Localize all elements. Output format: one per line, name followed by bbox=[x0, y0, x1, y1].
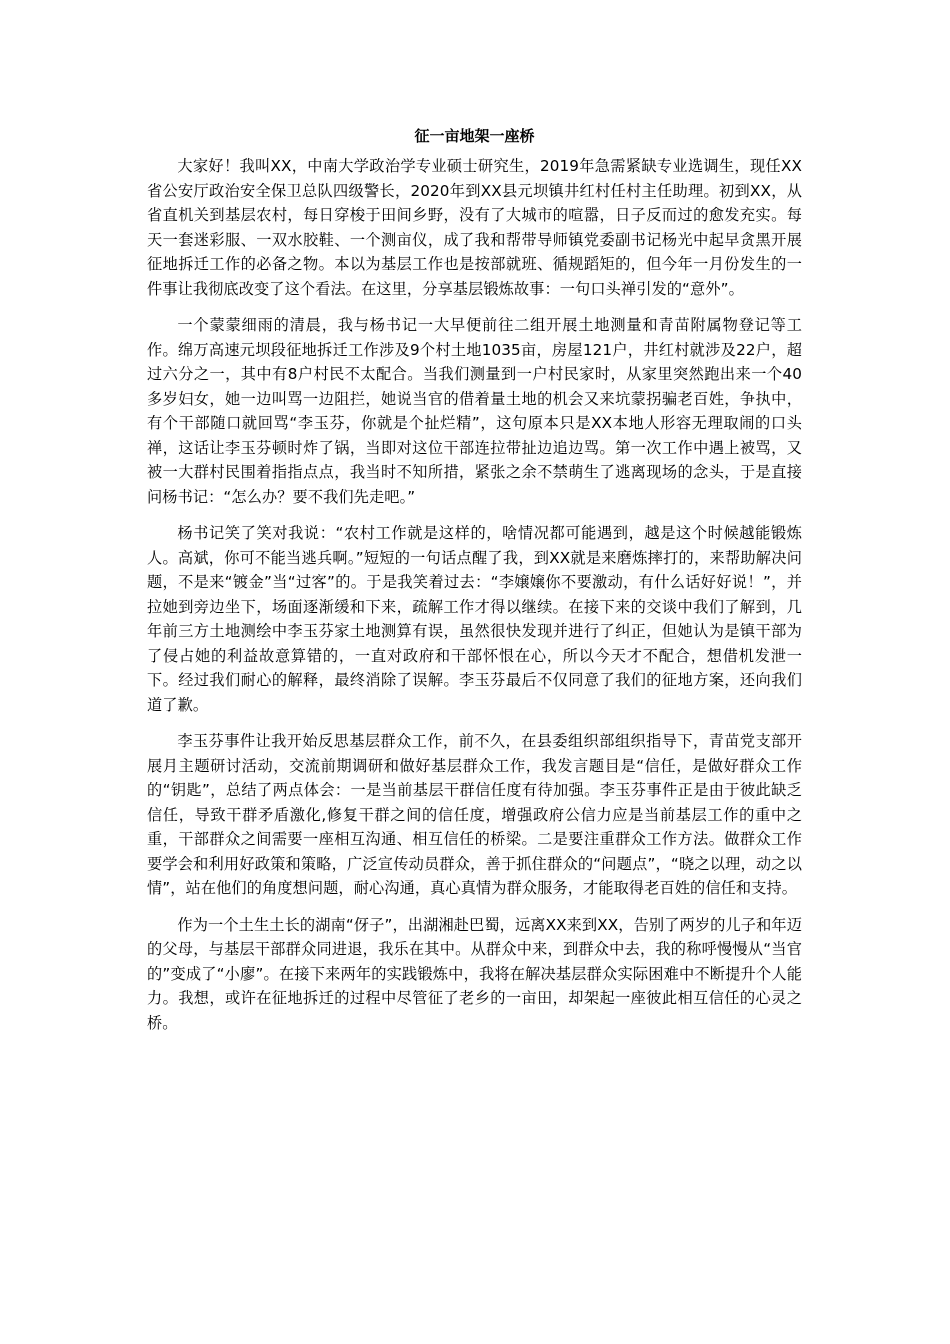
paragraph-3: 杨书记笑了笑对我说：“农村工作就是这样的，啥情况都可能遇到，越是这个时候越能锻炼人。高斌，你可不能当逃兵啊。”短短的一句话点醒了我，到XX就是来磨炼摔打的，来帮助解决问题，不是来“镀金”当“过客”的。于是我笑着过去：“李嬢嬢你不要激动，有什么话好好说！”，并拉她到旁边坐下，场面逐渐缓和下来，疏解工作才得以继续。在接下来的交谈中我们了解到，几年前三方土地测绘中李玉芬家土地测算有误，虽然很快发现并进行了纠正，但她认为是镇干部为了侵占她的利益故意算错的，一直对政府和干部怀恨在心，所以今天才不配合，想借机发泄一下。经过我们耐心的解释，最终消除了误解。李玉芬最后不仅同意了我们的征地方案，还向我们道了歉。 bbox=[147, 524, 802, 714]
paragraph-5: 作为一个土生土长的湖南“伢子”，出湖湘赴巴蜀，远离XX来到XX，告别了两岁的儿子和年迈的父母，与基层干部群众同进退，我乐在其中。从群众中来，到群众中去，我的称呼慢慢从“当官的”变成了“小廖”。在接下来两年的实践锻炼中，我将在解决基层群众实际困难中不断提升个人能力。我想，或许在征地拆迁的过程中尽管征了老乡的一亩田，却架起一座彼此相互信任的心灵之桥。 bbox=[147, 915, 802, 1032]
document-page bbox=[147, 122, 802, 1047]
paragraph-2: 一个蒙蒙细雨的清晨，我与杨书记一大早便前往二组开展土地测量和青苗附属物登记等工作。绵万高速元坝段征地拆迁工作涉及9个村土地1035亩，房屋121户，井红村就涉及22户，超过六分之一，其中有8户村民不太配合。当我们测量到一户村民家时，从家里突然跑出来一个40多岁妇女，她一边叫骂一边阻拦，她说当官的借着量土地的机会又来坑蒙拐骗老百姓，争执中，有个干部随口就回骂“李玉芬，你就是个扯烂精”，这句原本只是XX本地人形容无理取闹的口头禅，这话让李玉芬顿时炸了锅，当即对这位干部连拉带扯边追边骂。第一次工作中遇上被骂，又被一大群村民围着指指点点，我当时不知所措，紧张之余不禁萌生了逃离现场的念头，于是直接问杨书记：“怎么办？要不我们先走吧。” bbox=[147, 316, 802, 506]
document-title: 征一亩地架一座桥 bbox=[414, 127, 535, 145]
paragraph-4: 李玉芬事件让我开始反思基层群众工作，前不久，在县委组织部组织指导下，青苗党支部开展月主题研讨活动，交流前期调研和做好基层群众工作，我发言题目是“信任，是做好群众工作的“钥匙”，总结了两点体会：一是当前基层干群信任度有待加强。李玉芬事件正是由于彼此缺乏信任，导致干群矛盾激化,修复干群之间的信任度，增强政府公信力应是当前基层工作的重中之重，干部群众之间需要一座相互沟通、相互信任的桥梁。二是要注重群众工作方法。做群众工作要学会和利用好政策和策略，广泛宣传动员群众，善于抓住群众的“问题点”，“晓之以理，动之以情”，站在他们的角度想问题，耐心沟通，真心真情为群众服务，才能取得老百姓的信任和支持。 bbox=[147, 732, 802, 897]
paragraph-1: 大家好！我叫XX，中南大学政治学专业硕士研究生，2019年急需紧缺专业选调生，现任XX省公安厅政治安全保卫总队四级警长，2020年到XX县元坝镇井红村任村主任助理。初到XX，从省直机关到基层农村，每日穿梭于田间乡野，没有了大城市的喧嚣，日子反而过的愈发充实。每天一套迷彩服、一双水胶鞋、一个测亩仪，成了我和帮带导师镇党委副书记杨光中起早贪黑开展征地拆迁工作的必备之物。本以为基层工作也是按部就班、循规蹈矩的，但今年一月份发生的一件事让我彻底改变了这个看法。在这里，分享基层锻炼故事：一句口头禅引发的“意外”。 bbox=[147, 157, 802, 298]
